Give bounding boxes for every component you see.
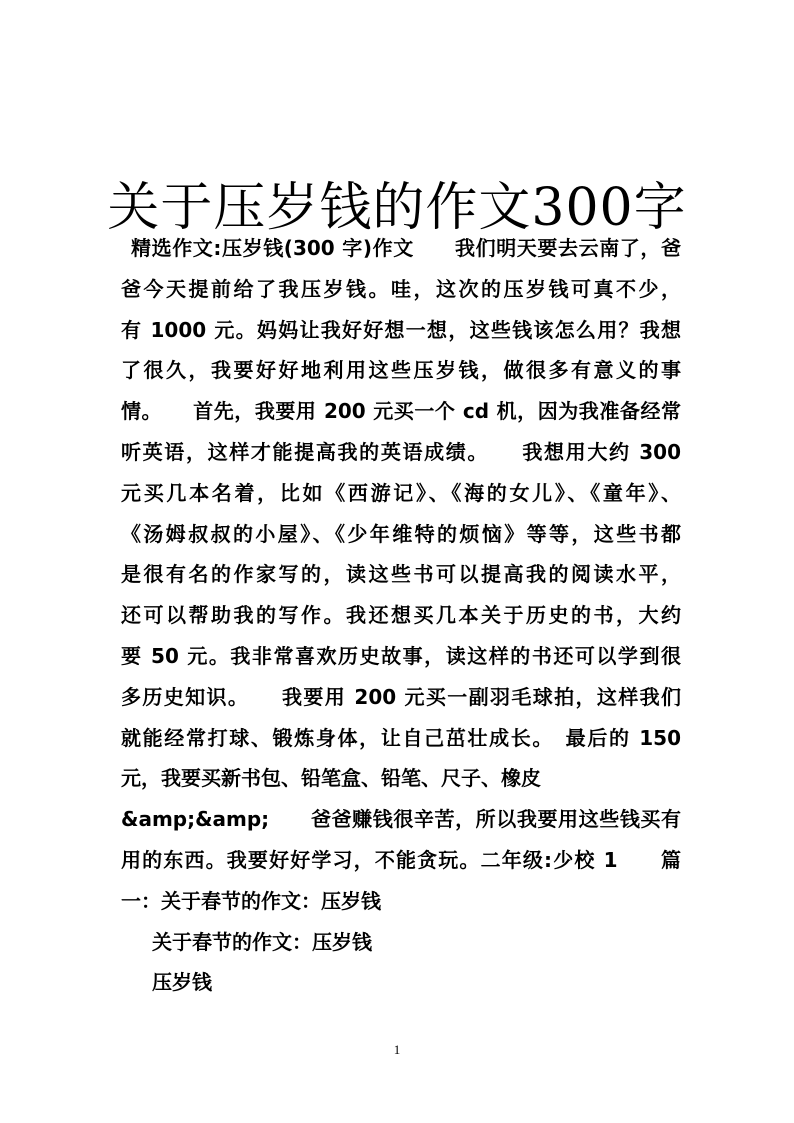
- text-line: 元，我要买新书包、铅笔盒、铅笔、尺子、橡皮: [121, 766, 541, 791]
- text-line: 多历史知识。 我要用 200 元买一副羽毛球拍，这样我们: [121, 684, 681, 709]
- text-line: 一：关于春节的作文：压岁钱: [121, 888, 381, 913]
- text-line: 爸今天提前给了我压岁钱。哇，这次的压岁钱可真不少，: [121, 276, 681, 301]
- text-line: 还可以帮助我的写作。我还想买几本关于历史的书，大约: [121, 603, 681, 628]
- text-line: 就能经常打球、锻炼身体，让自己茁壮成长。 最后的 150: [121, 725, 681, 750]
- text-line: 了很久，我要好好地利用这些压岁钱，做很多有意义的事: [121, 358, 681, 383]
- text-line: 精选作文:压岁钱(300 字)作文 我们明天要去云南了，爸: [131, 236, 681, 260]
- essay-body: [121, 228, 681, 1003]
- text-line: 要 50 元。我非常喜欢历史故事，读这样的书还可以学到很: [121, 643, 681, 668]
- text-line: &amp;&amp; 爸爸赚钱很辛苦，所以我要用这些钱买有: [121, 807, 681, 832]
- page-number: 1: [393, 1042, 401, 1057]
- text-line: 听英语，这样才能提高我的英语成绩。 我想用大约 300: [121, 439, 681, 464]
- subheading-line: 关于春节的作文：压岁钱: [152, 929, 372, 954]
- text-line: 元买几本名着，比如《西游记》、《海的女儿》、《童年》、: [121, 480, 681, 505]
- document-title: 关于压岁钱的作文300字: [107, 177, 687, 238]
- text-line: 是很有名的作家写的，读这些书可以提高我的阅读水平，: [121, 562, 681, 587]
- text-line: 用的东西。我要好好学习，不能贪玩。二年级:少校 1 篇: [121, 847, 681, 872]
- text-line: 有 1000 元。妈妈让我好好想一想，这些钱该怎么用？我想: [121, 317, 681, 342]
- text-line: 《汤姆叔叔的小屋》、《少年维特的烦恼》等等，这些书都: [121, 521, 681, 546]
- text-line: 情。 首先，我要用 200 元买一个 cd 机，因为我准备经常: [121, 399, 681, 424]
- subheading-line: 压岁钱: [152, 970, 212, 995]
